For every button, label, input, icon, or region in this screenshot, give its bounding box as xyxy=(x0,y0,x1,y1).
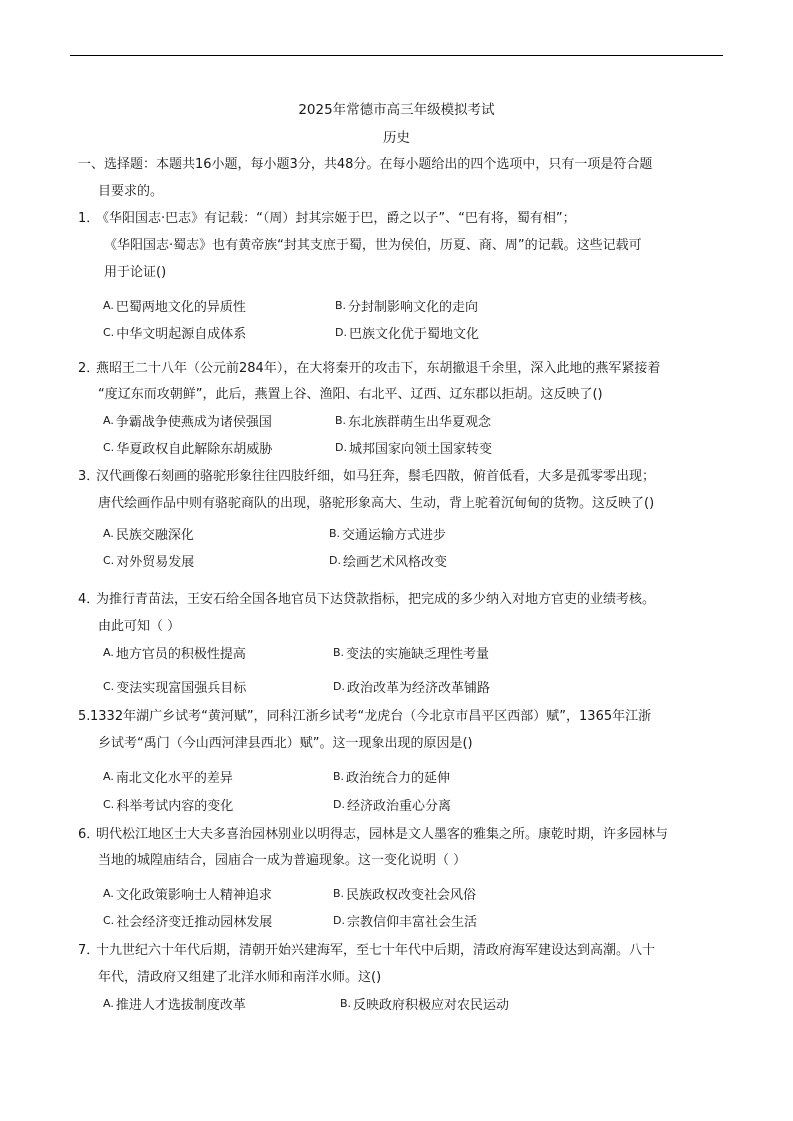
section-instruction-line-1: 一、选择题：本题共16小题，每小题3分，共48分。在每小题给出的四个选项中，只有一项是符合题 xyxy=(78,157,653,172)
question-5-option-b[interactable]: B. 政治统合力的延伸 xyxy=(333,770,451,786)
header-rule xyxy=(70,55,723,56)
question-1-option-b[interactable]: B. 分封制影响文化的走向 xyxy=(335,299,479,315)
question-6-option-c[interactable]: C. 社会经济变迁推动园林发展 xyxy=(103,914,273,930)
question-1-option-c[interactable]: C. 中华文明起源自成体系 xyxy=(103,326,247,342)
question-3-line-1: 汉代画像石刻画的骆驼形象往往四肢纤细，如马狂奔，鬃毛四散，俯首低看，大多是孤零零出现； xyxy=(96,469,656,484)
question-4-line-1: 为推行青苗法，王安石给全国各地官员下达贷款指标，把完成的多少纳入对地方官吏的业绩考核。 xyxy=(96,592,656,607)
question-1-line-2: 《华阳国志·蜀志》也有黄帝族“封其支庶于蜀，世为侯伯，历夏、商、周”的记载。这些记载可 xyxy=(104,238,642,253)
question-7-number: 7． xyxy=(78,943,100,958)
question-6-option-d[interactable]: D. 宗教信仰丰富社会生活 xyxy=(333,914,477,930)
question-7-line-2: 年代，清政府又组建了北洋水师和南洋水师。这() xyxy=(98,970,382,985)
question-2-option-d[interactable]: D. 城邦国家向领土国家转变 xyxy=(335,441,492,457)
question-2-line-2: “度辽东而攻朝鲜”，此后，燕置上谷、渔阳、右北平、辽西、辽东郡以拒胡。这反映了() xyxy=(98,387,603,402)
section-instruction-line-2: 目要求的。 xyxy=(98,184,164,199)
question-4-option-c[interactable]: C. 变法实现富国强兵目标 xyxy=(103,680,247,696)
question-5-number: 5. xyxy=(78,709,91,724)
question-7-line-1: 十九世纪六十年代后期，清朝开始兴建海军，至七十年代中后期，清政府海军建设达到高潮。八十 xyxy=(96,943,656,958)
question-3-number: 3． xyxy=(78,469,100,484)
question-4-option-a[interactable]: A. 地方官员的积极性提高 xyxy=(103,646,246,662)
question-3-option-a[interactable]: A. 民族交融深化 xyxy=(103,527,194,543)
question-2-option-b[interactable]: B. 东北族群萌生出华夏观念 xyxy=(335,414,492,430)
question-1-option-a[interactable]: A. 巴蜀两地文化的异质性 xyxy=(103,299,246,315)
question-3-option-d[interactable]: D. 绘画艺术风格改变 xyxy=(329,554,447,570)
question-6-line-2: 当地的城隍庙结合，园庙合一成为普遍现象。这一变化说明（ ） xyxy=(98,853,467,868)
subject-title: 历史 xyxy=(383,130,410,146)
question-5-line-2: 乡试考“禹门（今山西河津县西北）赋”。这一现象出现的原因是() xyxy=(98,736,473,751)
question-4-line-2: 由此可知（ ） xyxy=(98,619,181,634)
question-1-number: 1． xyxy=(78,211,100,226)
question-6-number: 6． xyxy=(78,827,100,842)
question-1-option-d[interactable]: D. 巴族文化优于蜀地文化 xyxy=(335,326,479,342)
question-3-line-2: 唐代绘画作品中则有骆驼商队的出现，骆驼形象高大、生动，背上驼着沉甸甸的货物。这反映了() xyxy=(98,496,655,511)
question-7-option-a[interactable]: A. 推进人才选拔制度改革 xyxy=(103,997,246,1013)
exam-title: 2025年常德市高三年级模拟考试 xyxy=(298,102,495,118)
question-2-number: 2． xyxy=(78,361,100,376)
question-3-option-b[interactable]: B. 交通运输方式进步 xyxy=(329,527,447,543)
question-5-option-d[interactable]: D. 经济政治重心分离 xyxy=(333,798,451,814)
question-7-option-b[interactable]: B. 反映政府积极应对农民运动 xyxy=(340,997,510,1013)
question-1-line-3: 用于论证() xyxy=(104,265,167,280)
question-2-line-1: 燕昭王二十八年（公元前284年），在大将秦开的攻击下，东胡撤退千余里，深入此地的燕军紧接着 xyxy=(96,361,661,376)
question-6-option-a[interactable]: A. 文化政策影响士人精神追求 xyxy=(103,887,272,903)
question-5-line-1: 1332年湖广乡试考“黄河赋”，同科江浙乡试考“龙虎台（今北京市昌平区西部）赋”，1365年江浙 xyxy=(90,709,652,724)
question-2-option-c[interactable]: C. 华夏政权自此解除东胡威胁 xyxy=(103,441,273,457)
question-6-line-1: 明代松江地区士大夫多喜治园林别业以明得志，园林是文人墨客的雅集之所。康乾时期，许多园林与 xyxy=(96,827,669,842)
question-1-line-1: 《华阳国志·巴志》有记载：“（周）封其宗姬于巴，爵之以子”、“巴有将，蜀有相”； xyxy=(96,211,576,226)
question-5-option-a[interactable]: A. 南北文化水平的差异 xyxy=(103,770,233,786)
question-4-option-d[interactable]: D. 政治改革为经济改革铺路 xyxy=(333,680,490,696)
question-3-option-c[interactable]: C. 对外贸易发展 xyxy=(103,554,195,570)
question-4-number: 4． xyxy=(78,592,100,607)
question-4-option-b[interactable]: B. 变法的实施缺乏理性考量 xyxy=(333,646,490,662)
question-2-option-a[interactable]: A. 争霸战争使燕成为诸侯强国 xyxy=(103,414,272,430)
question-5-option-c[interactable]: C. 科举考试内容的变化 xyxy=(103,798,234,814)
question-6-option-b[interactable]: B. 民族政权改变社会风俗 xyxy=(333,887,477,903)
